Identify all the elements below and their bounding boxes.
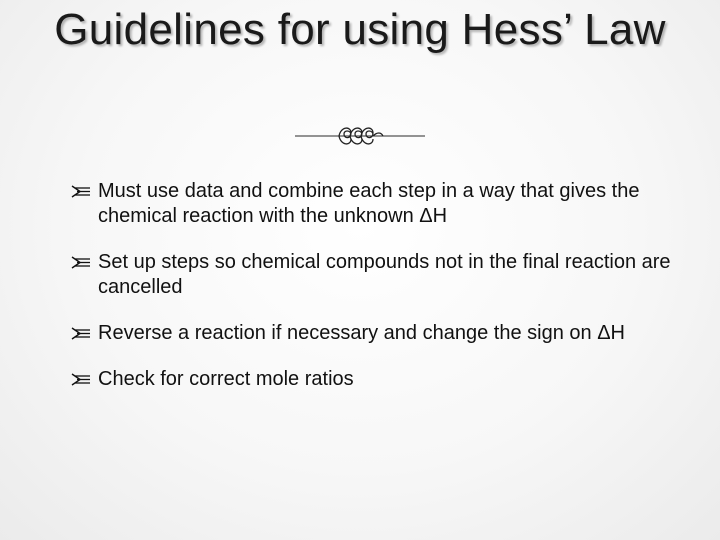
bullet-item [71, 321, 671, 346]
arrow-bullet-icon [71, 256, 91, 269]
arrow-bullet-icon [71, 185, 91, 198]
bullet-list [71, 179, 671, 413]
arrow-bullet-icon [71, 373, 91, 386]
ornamental-flourish-icon [295, 124, 425, 148]
bullet-text: Reverse a reaction if necessary and change the sign on ΔH [98, 322, 625, 344]
arrow-bullet-icon [71, 327, 91, 340]
bullet-text: Check for correct mole ratios [98, 368, 354, 390]
bullet-text: Set up steps so chemical compounds not in the final reaction are cancelled [98, 251, 671, 298]
bullet-item [71, 250, 671, 300]
bullet-item [71, 367, 671, 392]
bullet-text: Must use data and combine each step in a way that gives the chemical reaction with the unknown ΔH [98, 180, 640, 227]
slide-title: Guidelines for using Hess’ Law [54, 5, 666, 54]
bullet-item [71, 179, 671, 229]
